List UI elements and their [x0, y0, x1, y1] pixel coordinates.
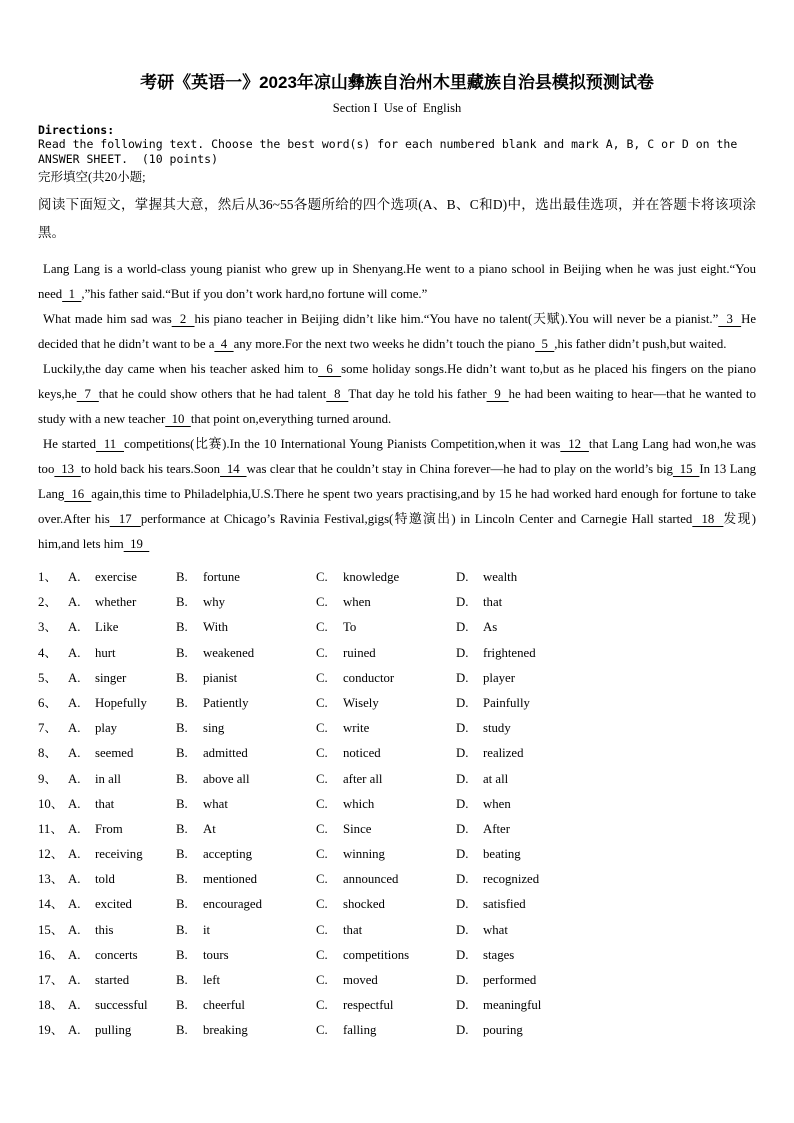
- option-text: whether: [95, 595, 137, 610]
- option-d: [456, 792, 756, 817]
- option-label: B.: [176, 670, 188, 685]
- option-b: [176, 867, 316, 892]
- question-row: [38, 590, 756, 615]
- option-text: cheerful: [203, 998, 245, 1013]
- option-b: [176, 842, 316, 867]
- option-label: A.: [68, 847, 81, 862]
- option-a: [68, 741, 176, 766]
- option-text: ruined: [343, 645, 376, 660]
- question-row: [38, 842, 756, 867]
- option-a: [68, 993, 176, 1018]
- option-text: noticed: [343, 746, 381, 761]
- option-label: D.: [456, 746, 469, 761]
- option-c: [316, 565, 456, 590]
- option-text: receiving: [95, 847, 143, 862]
- option-b: [176, 641, 316, 666]
- option-text: what: [483, 922, 508, 937]
- option-label: B.: [176, 973, 188, 987]
- option-label: A.: [68, 897, 81, 912]
- option-a: [68, 716, 176, 741]
- option-text: accepting: [203, 847, 253, 862]
- option-label: B.: [176, 620, 188, 635]
- options-table: [38, 565, 756, 1044]
- question-row: [38, 968, 756, 993]
- option-text: Like: [95, 620, 119, 635]
- question-row: [38, 1018, 756, 1043]
- option-text: frightened: [483, 645, 536, 660]
- option-label: A.: [68, 670, 81, 685]
- option-a: [68, 892, 176, 917]
- question-number: 14、: [38, 897, 64, 912]
- option-label: B.: [176, 821, 188, 836]
- question-number: 3、: [38, 620, 58, 635]
- option-c: [316, 792, 456, 817]
- question-number: 9、: [38, 771, 58, 786]
- option-label: C.: [316, 796, 328, 811]
- option-label: B.: [176, 922, 188, 937]
- option-d: [456, 943, 756, 968]
- option-text: seemed: [95, 746, 134, 761]
- option-label: D.: [456, 570, 469, 584]
- option-d: [456, 767, 756, 792]
- cloze-blank: 12: [560, 437, 589, 451]
- option-text: conductor: [343, 670, 395, 685]
- option-c: [316, 615, 456, 640]
- cloze-blank: 1: [62, 287, 82, 301]
- cloze-blank: 8: [326, 387, 349, 401]
- option-text: started: [95, 973, 130, 987]
- question-row: [38, 867, 756, 892]
- option-label: B.: [176, 645, 188, 660]
- option-text: beating: [483, 847, 521, 862]
- option-text: From: [95, 821, 123, 836]
- option-text: tours: [203, 947, 229, 962]
- option-a: [68, 968, 176, 993]
- option-d: [456, 565, 756, 590]
- option-text: hurt: [95, 645, 116, 660]
- option-label: B.: [176, 570, 188, 584]
- cloze-blank: 19: [123, 537, 150, 551]
- option-label: D.: [456, 872, 469, 887]
- question-row: [38, 993, 756, 1018]
- option-label: B.: [176, 721, 188, 736]
- option-text: player: [483, 670, 515, 685]
- option-label: A.: [68, 922, 81, 937]
- option-label: C.: [316, 771, 328, 786]
- option-text: recognized: [483, 872, 540, 887]
- option-d: [456, 716, 756, 741]
- option-text: exercise: [95, 570, 137, 584]
- option-text: Hopefully: [95, 695, 147, 710]
- option-text: pianist: [203, 670, 238, 685]
- option-text: weakened: [203, 645, 255, 660]
- question-number: 1、: [38, 570, 58, 584]
- cloze-blank: 18: [692, 512, 724, 526]
- option-c: [316, 691, 456, 716]
- option-b: [176, 943, 316, 968]
- cloze-blank: 17: [109, 512, 141, 526]
- option-label: C.: [316, 670, 328, 685]
- question-number: 5、: [38, 670, 58, 685]
- question-row: [38, 767, 756, 792]
- option-text: wealth: [483, 570, 518, 584]
- option-label: B.: [176, 595, 188, 610]
- option-c: [316, 1018, 456, 1043]
- option-b: [176, 615, 316, 640]
- option-label: C.: [316, 746, 328, 761]
- cloze-blank: 15: [672, 462, 700, 476]
- option-label: C.: [316, 872, 328, 887]
- option-label: D.: [456, 973, 469, 987]
- option-text: admitted: [203, 746, 248, 761]
- option-d: [456, 615, 756, 640]
- option-c: [316, 590, 456, 615]
- option-a: [68, 918, 176, 943]
- option-text: successful: [95, 998, 148, 1013]
- option-text: fortune: [203, 570, 240, 584]
- cloze-blank: 16: [64, 487, 92, 501]
- option-text: realized: [483, 746, 524, 761]
- option-d: [456, 741, 756, 766]
- option-text: left: [203, 973, 221, 987]
- option-b: [176, 918, 316, 943]
- option-label: A.: [68, 595, 81, 610]
- option-label: B.: [176, 695, 188, 710]
- option-label: A.: [68, 947, 81, 962]
- directions-text: Read the following text. Choose the best word(s) for each numbered blank and mark A, B, C or D on the ANSWER SHEET. (10 points): [38, 137, 745, 166]
- option-label: D.: [456, 796, 469, 811]
- question-number: 19、: [38, 1023, 64, 1038]
- chinese-instructions: 阅读下面短文，掌握其大意，然后从36~55各题所给的四个选项(A、B、C和D)中，选出最佳选项，并在答题卡将该项涂黑。: [38, 197, 756, 240]
- cloze-blank: 2: [171, 312, 195, 326]
- directions-label: Directions:: [38, 123, 115, 137]
- cloze-blank: 13: [54, 462, 81, 476]
- option-label: C.: [316, 897, 328, 912]
- option-text: respectful: [343, 998, 394, 1013]
- option-text: when: [343, 595, 371, 610]
- question-row: [38, 918, 756, 943]
- option-c: [316, 767, 456, 792]
- option-label: D.: [456, 695, 469, 710]
- option-b: [176, 792, 316, 817]
- option-c: [316, 716, 456, 741]
- option-text: pulling: [95, 1023, 132, 1038]
- option-text: mentioned: [203, 872, 258, 887]
- option-a: [68, 641, 176, 666]
- option-label: C.: [316, 721, 328, 736]
- option-text: at all: [483, 771, 509, 786]
- option-c: [316, 641, 456, 666]
- option-a: [68, 666, 176, 691]
- option-text: singer: [95, 670, 127, 685]
- option-text: that: [483, 595, 503, 610]
- option-text: stages: [483, 947, 515, 962]
- option-label: C.: [316, 922, 328, 937]
- option-text: play: [95, 721, 118, 736]
- option-text: satisfied: [483, 897, 526, 912]
- question-number: 15、: [38, 922, 64, 937]
- question-number: 10、: [38, 796, 64, 811]
- option-a: [68, 792, 176, 817]
- option-label: D.: [456, 721, 469, 736]
- option-label: C.: [316, 847, 328, 862]
- option-text: that: [343, 922, 363, 937]
- option-text: sing: [203, 721, 225, 736]
- cloze-blank: 5: [535, 337, 555, 351]
- option-text: As: [483, 620, 498, 635]
- cloze-blank: 4: [214, 337, 234, 351]
- option-c: [316, 867, 456, 892]
- question-number: 13、: [38, 872, 64, 887]
- option-label: C.: [316, 645, 328, 660]
- option-text: After: [483, 821, 510, 836]
- option-text: meaningful: [483, 998, 542, 1013]
- option-label: B.: [176, 947, 188, 962]
- option-b: [176, 892, 316, 917]
- option-text: it: [203, 922, 211, 937]
- cloze-blank: 6: [318, 362, 342, 376]
- option-a: [68, 817, 176, 842]
- question-row: [38, 943, 756, 968]
- option-text: excited: [95, 897, 132, 912]
- section-heading: Section I Use of English: [332, 101, 462, 115]
- question-number: 8、: [38, 746, 58, 761]
- option-label: C.: [316, 695, 328, 710]
- option-label: D.: [456, 998, 469, 1013]
- option-text: that: [95, 796, 115, 811]
- option-text: competitions: [343, 947, 410, 962]
- page-title: 考研《英语一》2023年凉山彝族自治州木里藏族自治县模拟预测试卷: [140, 73, 654, 92]
- option-label: D.: [456, 947, 469, 962]
- passage: [38, 257, 756, 557]
- option-b: [176, 716, 316, 741]
- option-d: [456, 1018, 756, 1043]
- option-b: [176, 968, 316, 993]
- option-d: [456, 867, 756, 892]
- question-number: 18、: [38, 998, 64, 1013]
- question-number: 16、: [38, 947, 64, 962]
- option-text: when: [483, 796, 511, 811]
- option-b: [176, 817, 316, 842]
- option-b: [176, 1018, 316, 1043]
- option-a: [68, 590, 176, 615]
- cloze-blank: 3: [718, 312, 742, 326]
- question-number: 6、: [38, 695, 58, 710]
- option-text: encouraged: [203, 897, 262, 912]
- cloze-blank: 9: [486, 387, 509, 401]
- option-d: [456, 817, 756, 842]
- option-label: D.: [456, 922, 469, 937]
- question-row: [38, 741, 756, 766]
- option-label: D.: [456, 1023, 469, 1038]
- cloze-blank: 14: [220, 462, 247, 476]
- option-label: C.: [316, 998, 328, 1013]
- option-label: D.: [456, 620, 469, 635]
- option-text: moved: [343, 973, 378, 987]
- option-label: B.: [176, 897, 188, 912]
- option-label: C.: [316, 620, 328, 635]
- option-d: [456, 842, 756, 867]
- passage-paragraph-1: Lang Lang is a world-class young pianist who grew up in Shenyang.He went to a piano school in Beijing when he was just eight.“You need 1 ,”his father said.“But if you don’t work hard,no fortune will come.”: [38, 262, 756, 301]
- option-a: [68, 615, 176, 640]
- option-d: [456, 993, 756, 1018]
- option-text: knowledge: [343, 570, 400, 584]
- option-a: [68, 565, 176, 590]
- option-label: A.: [68, 721, 81, 736]
- option-text: At: [203, 821, 216, 836]
- option-label: A.: [68, 570, 81, 584]
- option-d: [456, 691, 756, 716]
- question-row: [38, 817, 756, 842]
- option-d: [456, 590, 756, 615]
- cloze-heading: 完形填空(共20小题;: [38, 170, 146, 184]
- option-text: performed: [483, 973, 537, 987]
- option-label: B.: [176, 746, 188, 761]
- option-b: [176, 590, 316, 615]
- question-row: [38, 716, 756, 741]
- option-d: [456, 641, 756, 666]
- option-label: C.: [316, 1023, 328, 1038]
- option-text: why: [203, 595, 226, 610]
- option-label: D.: [456, 595, 469, 610]
- option-label: C.: [316, 973, 328, 987]
- option-a: [68, 943, 176, 968]
- question-row: [38, 691, 756, 716]
- option-a: [68, 691, 176, 716]
- option-label: D.: [456, 897, 469, 912]
- option-label: A.: [68, 998, 81, 1013]
- cloze-blank: 7: [76, 387, 99, 401]
- passage-paragraph-3: Luckily,the day came when his teacher asked him to 6 some holiday songs.He didn’t want to,but as he placed his fingers on the piano keys,he 7 that he could show others that he had talent 8 That day he told his father 9 he had been waiting to hear—that he wanted to study with a new teacher 10 that point on,everything turned around.: [38, 362, 756, 426]
- option-b: [176, 565, 316, 590]
- option-c: [316, 892, 456, 917]
- option-label: D.: [456, 645, 469, 660]
- cloze-blank: 11: [95, 437, 125, 451]
- option-text: what: [203, 796, 228, 811]
- question-row: [38, 615, 756, 640]
- option-label: A.: [68, 973, 81, 987]
- option-text: shocked: [343, 897, 385, 912]
- option-b: [176, 691, 316, 716]
- option-label: D.: [456, 821, 469, 836]
- question-row: [38, 641, 756, 666]
- option-b: [176, 741, 316, 766]
- option-text: concerts: [95, 947, 138, 962]
- passage-paragraph-4: He started 11 competitions(比赛).In the 10 International Young Pianists Competition,when it was 12 that Lang Lang had won,he was too 13 to hold back his tears.Soon 14 was clear that he couldn’t stay in China forever—he had to play on the world’s big 15 In 13 Lang Lang 16 again,this time to Philadelphia,U.S.There he spent two years practising,and by 15 he had worked hard enough for fortune to take over.After his 17 performance at Chicago’s Ravinia Festival,gigs(特邀演出) in Lincoln Center and Carnegie Hall started 18 发现) him,and lets him 19: [38, 437, 757, 551]
- option-text: Painfully: [483, 695, 530, 710]
- option-label: C.: [316, 570, 328, 584]
- question-number: 12、: [38, 847, 64, 862]
- option-text: announced: [343, 872, 399, 887]
- option-a: [68, 842, 176, 867]
- option-label: A.: [68, 771, 81, 786]
- option-d: [456, 968, 756, 993]
- option-a: [68, 867, 176, 892]
- option-text: above all: [203, 771, 250, 786]
- option-label: A.: [68, 695, 81, 710]
- question-number: 2、: [38, 595, 58, 610]
- option-label: D.: [456, 771, 469, 786]
- option-label: A.: [68, 872, 81, 887]
- option-text: pouring: [483, 1023, 523, 1038]
- question-row: [38, 565, 756, 590]
- option-text: Since: [343, 821, 372, 836]
- option-text: With: [203, 620, 229, 635]
- option-label: B.: [176, 998, 188, 1013]
- option-label: C.: [316, 821, 328, 836]
- option-d: [456, 892, 756, 917]
- option-text: after all: [343, 771, 383, 786]
- option-text: which: [343, 796, 375, 811]
- option-c: [316, 918, 456, 943]
- option-c: [316, 943, 456, 968]
- option-label: B.: [176, 796, 188, 811]
- question-row: [38, 666, 756, 691]
- option-label: A.: [68, 746, 81, 761]
- option-b: [176, 993, 316, 1018]
- question-number: 17、: [38, 973, 64, 987]
- option-label: B.: [176, 872, 188, 887]
- option-label: A.: [68, 1023, 81, 1038]
- option-label: B.: [176, 847, 188, 862]
- option-c: [316, 666, 456, 691]
- option-label: B.: [176, 771, 188, 786]
- question-number: 4、: [38, 645, 58, 660]
- option-b: [176, 767, 316, 792]
- question-row: [38, 892, 756, 917]
- option-d: [456, 666, 756, 691]
- option-d: [456, 918, 756, 943]
- option-label: A.: [68, 620, 81, 635]
- option-c: [316, 968, 456, 993]
- option-a: [68, 767, 176, 792]
- option-label: C.: [316, 595, 328, 610]
- question-number: 7、: [38, 721, 58, 736]
- option-c: [316, 993, 456, 1018]
- option-b: [176, 666, 316, 691]
- option-text: in all: [95, 771, 121, 786]
- option-text: this: [95, 922, 114, 937]
- option-text: breaking: [203, 1023, 248, 1038]
- option-text: Wisely: [343, 695, 379, 710]
- option-label: A.: [68, 796, 81, 811]
- option-text: told: [95, 872, 115, 887]
- option-text: falling: [343, 1023, 377, 1038]
- option-text: winning: [343, 847, 385, 862]
- option-label: A.: [68, 821, 81, 836]
- passage-paragraph-2: What made him sad was 2 his piano teacher in Beijing didn’t like him.“You have no talent(天赋).You will never be a pianist.” 3 He decided that he didn’t want to be a 4 any more.For the next two weeks he didn’t touch the piano 5 ,his father didn’t push,but waited.: [38, 312, 757, 351]
- option-c: [316, 741, 456, 766]
- option-c: [316, 817, 456, 842]
- option-label: A.: [68, 645, 81, 660]
- option-label: D.: [456, 847, 469, 862]
- question-row: [38, 792, 756, 817]
- option-a: [68, 1018, 176, 1043]
- cloze-blank: 10: [165, 412, 191, 426]
- question-number: 11、: [38, 821, 64, 836]
- option-text: Patiently: [203, 695, 249, 710]
- option-text: To: [343, 620, 357, 635]
- option-text: study: [483, 721, 511, 736]
- option-label: C.: [316, 947, 328, 962]
- option-text: write: [343, 721, 370, 736]
- option-c: [316, 842, 456, 867]
- option-label: D.: [456, 670, 469, 685]
- option-label: B.: [176, 1023, 188, 1038]
